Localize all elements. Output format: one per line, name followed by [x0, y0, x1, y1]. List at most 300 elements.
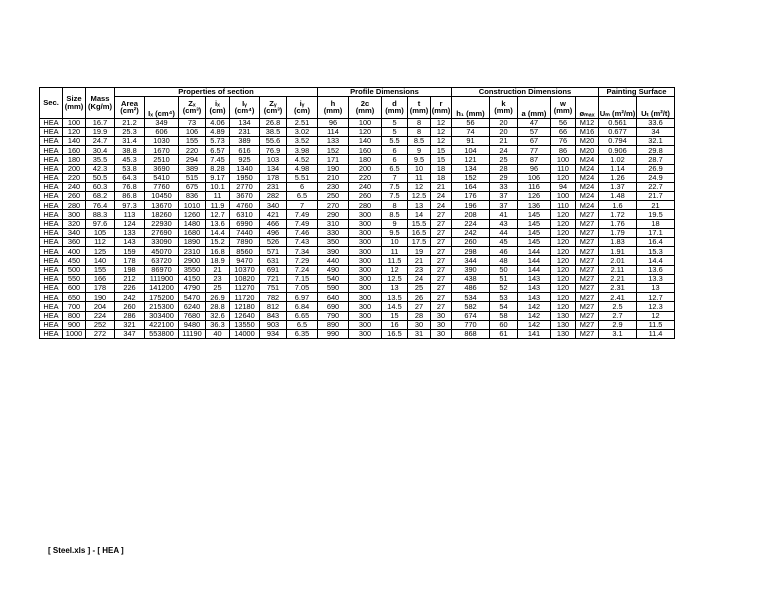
table-cell: HEA [40, 311, 63, 320]
table-cell: 126 [518, 192, 551, 201]
table-row [40, 311, 675, 320]
table-cell: 25 [408, 283, 431, 292]
table-cell: 144 [518, 256, 551, 265]
table-cell: 2510 [145, 155, 179, 164]
table-cell: 300 [349, 219, 382, 228]
table-cell: 60 [490, 320, 518, 329]
header-zx: Zₓ (cm³) [179, 96, 206, 118]
table-cell: 2900 [179, 256, 206, 265]
table-cell: 390 [318, 247, 349, 256]
table-cell: 133 [115, 228, 145, 237]
table-row [40, 155, 675, 164]
table-cell: 13.6 [206, 219, 230, 228]
table-cell: 18 [637, 219, 675, 228]
table-cell: 934 [260, 329, 287, 338]
table-cell: 10370 [230, 265, 260, 274]
table-cell: 210 [318, 173, 349, 182]
table-cell: 14 [408, 210, 431, 219]
table-row [40, 127, 675, 136]
table-cell: 1.83 [599, 238, 637, 247]
table-cell: HEA [40, 238, 63, 247]
table-cell: 43 [490, 219, 518, 228]
table-cell: 155 [179, 136, 206, 145]
table-cell: 142 [518, 311, 551, 320]
table-cell: 7440 [230, 228, 260, 237]
table-cell: 41 [490, 210, 518, 219]
table-cell: 10.1 [206, 182, 230, 191]
table-cell: M27 [576, 247, 599, 256]
table-cell: 7 [287, 201, 318, 210]
table-cell: 616 [230, 146, 260, 155]
table-cell: 12180 [230, 302, 260, 311]
header-size: Size (mm) [63, 88, 86, 119]
table-cell: 2.9 [599, 320, 637, 329]
table-cell: 145 [518, 219, 551, 228]
table-cell: M20 [576, 136, 599, 145]
table-cell: 1680 [179, 228, 206, 237]
table-cell: 389 [230, 136, 260, 145]
table-cell: 30.4 [86, 146, 115, 155]
table-cell: 242 [452, 228, 490, 237]
table-cell: M24 [576, 201, 599, 210]
table-row [40, 238, 675, 247]
header-r: r (mm) [431, 96, 452, 118]
table-cell: 12 [431, 136, 452, 145]
table-cell: 30 [408, 320, 431, 329]
header-2c: 2c (mm) [349, 96, 382, 118]
table-cell: 15.5 [408, 219, 431, 228]
table-cell: 6 [382, 155, 408, 164]
table-cell: 5470 [179, 293, 206, 302]
table-cell: 27 [431, 283, 452, 292]
table-cell: 224 [86, 311, 115, 320]
table-cell: 230 [318, 182, 349, 191]
table-cell: 21 [431, 182, 452, 191]
table-cell: 144 [518, 265, 551, 274]
table-cell: 54 [490, 302, 518, 311]
table-cell: 120 [349, 127, 382, 136]
table-cell: 5.5 [382, 136, 408, 145]
table-cell: 27 [431, 265, 452, 274]
table-cell: 220 [63, 173, 86, 182]
header-painting-group: Painting Surface [599, 88, 675, 97]
table-cell: 1030 [145, 136, 179, 145]
table-cell: 10820 [230, 274, 260, 283]
table-cell: 340 [63, 228, 86, 237]
table-cell: 34 [637, 127, 675, 136]
header-zy: Zᵧ (cm³) [260, 96, 287, 118]
table-cell: 18 [431, 173, 452, 182]
table-cell: 7.49 [287, 210, 318, 219]
table-cell: 14.4 [637, 256, 675, 265]
table-cell: 571 [260, 247, 287, 256]
table-cell: M20 [576, 146, 599, 155]
table-cell: M27 [576, 283, 599, 292]
table-cell: 6990 [230, 219, 260, 228]
table-cell: 1010 [179, 201, 206, 210]
table-cell: 16.4 [637, 238, 675, 247]
table-cell: 800 [63, 311, 86, 320]
table-cell: 231 [260, 182, 287, 191]
table-cell: 27 [431, 228, 452, 237]
table-cell: M24 [576, 173, 599, 182]
table-cell: 200 [63, 164, 86, 173]
table-cell: 116 [518, 182, 551, 191]
table-cell: 4150 [179, 274, 206, 283]
table-cell: 2310 [179, 247, 206, 256]
table-cell: 112 [86, 238, 115, 247]
header-d: d (mm) [382, 96, 408, 118]
table-cell: 120 [551, 219, 576, 228]
table-cell: 8.5 [408, 136, 431, 145]
table-cell: 143 [518, 283, 551, 292]
table-cell: 13 [408, 201, 431, 210]
table-row [40, 192, 675, 201]
table-cell: 38.8 [115, 146, 145, 155]
table-cell: 31.4 [115, 136, 145, 145]
table-cell: 26.9 [206, 293, 230, 302]
table-row [40, 228, 675, 237]
table-cell: 145 [518, 238, 551, 247]
table-cell: HEA [40, 192, 63, 201]
table-cell: HEA [40, 274, 63, 283]
table-cell: M24 [576, 182, 599, 191]
table-cell: 3550 [179, 265, 206, 274]
table-cell: 10450 [145, 192, 179, 201]
table-cell: 24.7 [86, 136, 115, 145]
table-cell: 37 [490, 192, 518, 201]
header-k: k (mm) [490, 96, 518, 118]
table-cell: 900 [63, 320, 86, 329]
table-cell: HEA [40, 329, 63, 338]
table-cell: 120 [551, 274, 576, 283]
table-cell: 300 [349, 329, 382, 338]
table-cell: 143 [518, 293, 551, 302]
table-cell: 67 [518, 136, 551, 145]
table-cell: 7.5 [382, 182, 408, 191]
table-cell: 23 [408, 265, 431, 274]
table-cell: 16 [382, 320, 408, 329]
table-cell: HEA [40, 173, 63, 182]
table-cell: 5 [382, 127, 408, 136]
table-cell: 400 [63, 247, 86, 256]
table-cell: 200 [349, 164, 382, 173]
table-cell: 134 [452, 164, 490, 173]
table-cell: 76.9 [260, 146, 287, 155]
header-iy: Iᵧ (cm⁴) [230, 96, 260, 118]
table-cell: 178 [86, 283, 115, 292]
table-cell: 242 [115, 293, 145, 302]
table-cell: 350 [318, 238, 349, 247]
table-cell: 990 [318, 329, 349, 338]
table-cell: 3690 [145, 164, 179, 173]
table-cell: 33090 [145, 238, 179, 247]
table-cell: 215300 [145, 302, 179, 311]
table-cell: 27 [431, 247, 452, 256]
table-cell: 60.3 [86, 182, 115, 191]
table-cell: 11.5 [382, 256, 408, 265]
table-cell: 198 [115, 265, 145, 274]
header-h: h (mm) [318, 96, 349, 118]
table-cell: 31 [408, 329, 431, 338]
table-cell: 1000 [63, 329, 86, 338]
table-cell: 130 [551, 311, 576, 320]
table-cell: 19 [408, 247, 431, 256]
table-cell: 175200 [145, 293, 179, 302]
table-cell: 142 [518, 320, 551, 329]
table-cell: M27 [576, 228, 599, 237]
table-cell: 0.906 [599, 146, 637, 155]
table-cell: 25.3 [115, 127, 145, 136]
table-cell: M27 [576, 210, 599, 219]
table-cell: 7.34 [287, 247, 318, 256]
table-cell: 294 [179, 155, 206, 164]
table-cell: 280 [349, 201, 382, 210]
table-row [40, 274, 675, 283]
table-cell: 7.43 [287, 238, 318, 247]
table-cell: 114 [318, 127, 349, 136]
table-cell: 100 [349, 118, 382, 127]
table-cell: HEA [40, 219, 63, 228]
table-cell: M27 [576, 256, 599, 265]
table-cell: 110 [551, 164, 576, 173]
table-cell: 10 [382, 238, 408, 247]
table-cell: 1.91 [599, 247, 637, 256]
table-cell: 24 [408, 274, 431, 283]
table-cell: 389 [179, 164, 206, 173]
table-cell: 925 [230, 155, 260, 164]
table-cell: M24 [576, 192, 599, 201]
table-cell: 12640 [230, 311, 260, 320]
table-cell: 56 [452, 118, 490, 127]
table-cell: 11.4 [637, 329, 675, 338]
table-cell: 890 [318, 320, 349, 329]
table-cell: 36.3 [206, 320, 230, 329]
table-cell: 260 [349, 192, 382, 201]
header-t: t (mm) [408, 96, 431, 118]
table-row [40, 320, 675, 329]
table-cell: 675 [179, 182, 206, 191]
table-cell: 23 [206, 274, 230, 283]
table-cell: M16 [576, 127, 599, 136]
table-cell: 2.41 [599, 293, 637, 302]
table-cell: 21 [637, 201, 675, 210]
table-row [40, 256, 675, 265]
table-cell: 7.5 [382, 192, 408, 201]
table-row [40, 329, 675, 338]
table-cell: 226 [115, 283, 145, 292]
table-cell: 110 [551, 201, 576, 210]
table-cell: 190 [318, 164, 349, 173]
table-cell: 152 [452, 173, 490, 182]
table-cell: 15.2 [206, 238, 230, 247]
table-cell: 120 [551, 228, 576, 237]
table-cell: 0.561 [599, 118, 637, 127]
table-cell: 0.677 [599, 127, 637, 136]
table-cell: 86.8 [115, 192, 145, 201]
table-cell: 11720 [230, 293, 260, 302]
table-cell: 27 [431, 238, 452, 247]
table-cell: 140 [86, 256, 115, 265]
table-cell: M24 [576, 155, 599, 164]
table-cell: 300 [63, 210, 86, 219]
table-cell: 124 [115, 219, 145, 228]
table-cell: 76.8 [115, 182, 145, 191]
table-cell: HEA [40, 293, 63, 302]
table-cell: 26.9 [637, 164, 675, 173]
table-cell: 120 [551, 238, 576, 247]
table-cell: 300 [349, 283, 382, 292]
table-cell: 280 [63, 201, 86, 210]
table-cell: 21.7 [637, 192, 675, 201]
header-mass: Mass (Kg/m) [86, 88, 115, 119]
table-cell: 286 [115, 311, 145, 320]
table-cell: 422100 [145, 320, 179, 329]
table-cell: 45070 [145, 247, 179, 256]
table-cell: 7760 [145, 182, 179, 191]
table-cell: 4.89 [206, 127, 230, 136]
table-cell: 1.37 [599, 182, 637, 191]
table-cell: 145 [518, 210, 551, 219]
table-cell: 16.5 [408, 228, 431, 237]
table-cell: 141200 [145, 283, 179, 292]
table-cell: M27 [576, 293, 599, 302]
table-row [40, 136, 675, 145]
table-cell: 12 [637, 311, 675, 320]
table-cell: 12.5 [408, 192, 431, 201]
table-cell: 540 [318, 274, 349, 283]
table-cell: 159 [115, 247, 145, 256]
table-cell: 486 [452, 283, 490, 292]
table-cell: 21.2 [115, 118, 145, 127]
table-cell: 14.4 [206, 228, 230, 237]
table-cell: 12 [382, 265, 408, 274]
header-area: Area (cm²) [115, 96, 145, 118]
table-cell: 843 [260, 311, 287, 320]
hea-section-table [39, 87, 675, 339]
table-cell: 631 [260, 256, 287, 265]
table-cell: 220 [349, 173, 382, 182]
header-iy-radius: iᵧ (cm) [287, 96, 318, 118]
table-cell: 300 [349, 247, 382, 256]
table-cell: HEA [40, 210, 63, 219]
table-cell: 606 [145, 127, 179, 136]
table-cell: 8 [408, 118, 431, 127]
table-cell: 21 [408, 256, 431, 265]
table-cell: 650 [63, 293, 86, 302]
table-row [40, 146, 675, 155]
table-cell: 24.9 [637, 173, 675, 182]
table-cell: 1.26 [599, 173, 637, 182]
table-cell: 13.5 [382, 293, 408, 302]
table-cell: 178 [115, 256, 145, 265]
table-cell: 19.9 [86, 127, 115, 136]
table-cell: 33 [490, 182, 518, 191]
table-cell: 290 [318, 210, 349, 219]
table-cell: 45.3 [115, 155, 145, 164]
table-cell: 104 [452, 146, 490, 155]
table-cell: 86 [551, 146, 576, 155]
table-cell: 120 [551, 265, 576, 274]
table-cell: 11 [206, 192, 230, 201]
table-cell: 868 [452, 329, 490, 338]
table-cell: 1.14 [599, 164, 637, 173]
table-cell: 21 [206, 265, 230, 274]
table-cell: 51 [490, 274, 518, 283]
table-cell: 180 [63, 155, 86, 164]
table-cell: 30 [431, 320, 452, 329]
table-cell: 7.49 [287, 219, 318, 228]
header-w: w (mm) [551, 96, 576, 118]
table-row [40, 219, 675, 228]
table-cell: 22.7 [637, 182, 675, 191]
table-cell: 700 [63, 302, 86, 311]
table-cell: 496 [260, 228, 287, 237]
table-cell: 3.1 [599, 329, 637, 338]
table-cell: 27 [431, 293, 452, 302]
table-cell: 120 [551, 283, 576, 292]
table-cell: 28 [490, 164, 518, 173]
table-cell: 16.7 [86, 118, 115, 127]
table-cell: 272 [86, 329, 115, 338]
table-cell: HEA [40, 256, 63, 265]
table-cell: 86970 [145, 265, 179, 274]
table-cell: 5 [382, 118, 408, 127]
table-cell: 50 [490, 265, 518, 274]
table-cell: 88.3 [86, 210, 115, 219]
table-cell: 224 [452, 219, 490, 228]
table-cell: 47 [518, 118, 551, 127]
table-cell: 97.3 [115, 201, 145, 210]
table-cell: HEA [40, 182, 63, 191]
table-cell: 1.72 [599, 210, 637, 219]
table-cell: 58 [490, 311, 518, 320]
table-cell: 6240 [179, 302, 206, 311]
table-cell: 534 [452, 293, 490, 302]
table-cell: 13550 [230, 320, 260, 329]
table-cell: 8 [408, 127, 431, 136]
table-cell: M27 [576, 238, 599, 247]
table-cell: 106 [518, 173, 551, 182]
table-row [40, 302, 675, 311]
table-cell: M27 [576, 302, 599, 311]
table-cell: 30 [431, 311, 452, 320]
table-cell: 176 [452, 192, 490, 201]
table-cell: 550 [63, 274, 86, 283]
table-cell: 94 [551, 182, 576, 191]
table-cell: 5.51 [287, 173, 318, 182]
table-cell: 7890 [230, 238, 260, 247]
table-cell: 582 [452, 302, 490, 311]
table-cell: M27 [576, 311, 599, 320]
table-cell: 490 [318, 265, 349, 274]
table-cell: 143 [518, 274, 551, 283]
header-sec: Sec. [40, 88, 63, 119]
table-cell: 24 [431, 201, 452, 210]
table-cell: 526 [260, 238, 287, 247]
table-cell: 691 [260, 265, 287, 274]
table-cell: 73 [179, 118, 206, 127]
table-cell: 27 [431, 219, 452, 228]
table-cell: 32.1 [637, 136, 675, 145]
table-cell: 61 [490, 329, 518, 338]
table-cell: 7.24 [287, 265, 318, 274]
table-cell: 11 [382, 247, 408, 256]
table-cell: 66 [551, 127, 576, 136]
table-cell: 145 [518, 228, 551, 237]
table-cell: 7680 [179, 311, 206, 320]
table-cell: 9.5 [382, 228, 408, 237]
